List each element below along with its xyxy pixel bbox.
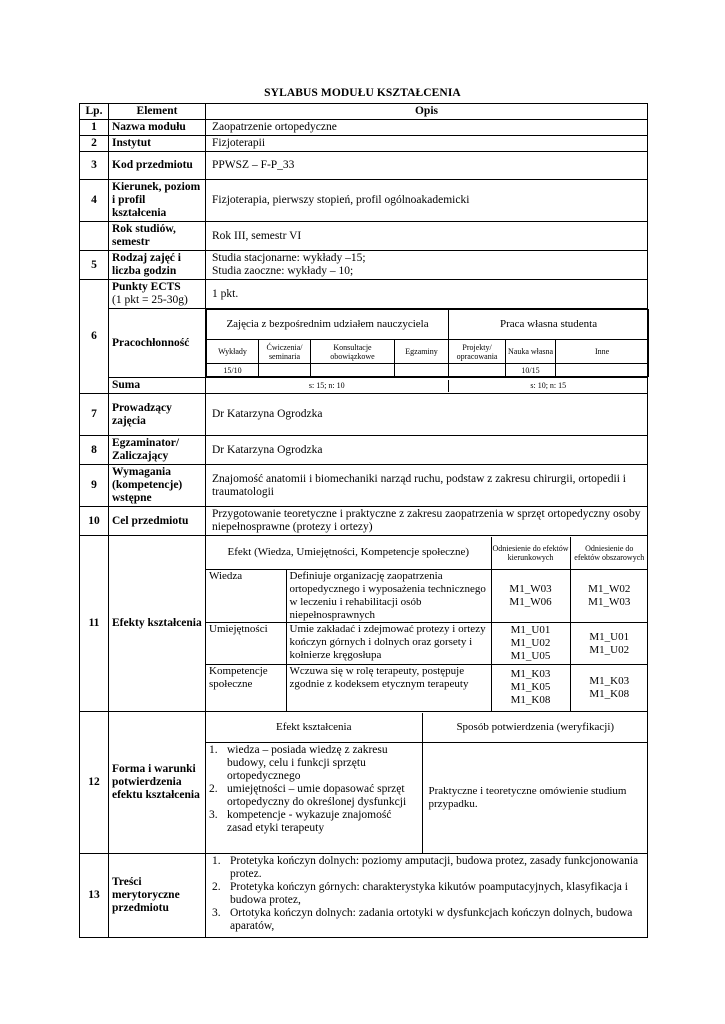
effect-obsz-kompetencje: M1_K03 M1_K08 — [570, 665, 648, 711]
row-4 — [80, 180, 648, 222]
effect-obsz-wiedza: M1_W02 M1_W03 — [570, 570, 648, 623]
row-4b-element: Rok studiów, semestr — [109, 222, 206, 251]
row-1-lp: 1 — [80, 120, 109, 136]
row-12-lp: 12 — [80, 712, 109, 854]
header-element: Element — [109, 104, 206, 120]
col-wyklady: Wykłady — [207, 340, 259, 364]
row-10-element: Cel przedmiotu — [109, 507, 206, 536]
row-3-lp: 3 — [80, 152, 109, 180]
header-lp: Lp. — [80, 104, 109, 120]
row-2-opis: Fizjoterapii — [206, 136, 648, 152]
effect-obsz-umiejetnosci: M1_U01 M1_U02 — [570, 623, 648, 665]
content-item-text: Protetyka kończyn górnych: charakterystyka kikutów poamputacyjnych, klasyfikacja i budowa protez, — [230, 881, 628, 906]
row-9-lp: 9 — [80, 465, 109, 507]
row-4b-lp — [80, 222, 109, 251]
row-8-element: Egzaminator/ Zaliczający — [109, 436, 206, 465]
content-cell — [206, 854, 648, 938]
row-9-element: Wymagania (kompetencje) wstępne — [109, 465, 206, 507]
row-5-lp: 5 — [80, 251, 109, 280]
suma-cell — [206, 378, 648, 394]
row-10-lp: 10 — [80, 507, 109, 536]
ects-label: Punkty ECTS — [112, 281, 181, 293]
row-6-ects-label — [109, 280, 206, 309]
verification-table — [206, 713, 648, 853]
row-1 — [80, 120, 648, 136]
row-7 — [80, 394, 648, 436]
row-6-suma — [80, 378, 648, 394]
val-wyklady: 15/10 — [207, 364, 259, 377]
effect-row-kompetencje — [206, 665, 648, 711]
row-10-opis: Przygotowanie teoretyczne i praktyczne z zakresu zaopatrzenia w sprzęt ortopedyczny osoby niepełnosprawne (protezy i ortezy) — [206, 507, 648, 536]
group-own: Praca własna studenta — [449, 310, 649, 340]
table-header-row — [80, 104, 648, 120]
row-7-lp: 7 — [80, 394, 109, 436]
col-egzaminy: Egzaminy — [395, 340, 449, 364]
workload-table — [206, 309, 649, 377]
verification-method: Praktyczne i teoretyczne omówienie studium przypadku. — [422, 743, 648, 853]
row-11-lp: 11 — [80, 536, 109, 712]
effect-cat-wiedza: Wiedza — [206, 570, 286, 623]
header-opis: Opis — [206, 104, 648, 120]
effects-header: Efekt (Wiedza, Umiejętności, Kompetencje społeczne) — [206, 537, 491, 570]
verification-cell — [206, 712, 648, 854]
effect-desc-umiejetnosci: Umie zakładać i zdejmować protezy i ortezy kończyn górnych i dolnych oraz gorsety i kołnierze kręgosłupa — [286, 623, 491, 665]
suma-own: s: 10; n: 15 — [448, 380, 648, 392]
row-13-lp: 13 — [80, 854, 109, 938]
row-13-element: Treści merytoryczne przedmiotu — [109, 854, 206, 938]
verification-item — [209, 783, 419, 809]
row-5-opis-line2: Studia zaoczne: wykłady – 10; — [212, 265, 354, 277]
row-6-ects-value: 1 pkt. — [206, 280, 648, 309]
row-3-element: Kod przedmiotu — [109, 152, 206, 180]
row-5-element: Rodzaj zajęć i liczba godzin — [109, 251, 206, 280]
content-item — [212, 907, 641, 933]
row-2-lp: 2 — [80, 136, 109, 152]
verification-item-number: 3. — [209, 809, 218, 821]
document-title: SYLABUS MODUŁU KSZTAŁCENIA — [264, 87, 461, 99]
row-4b-opis: Rok III, semestr VI — [206, 222, 648, 251]
row-8-lp: 8 — [80, 436, 109, 465]
ects-sub: (1 pkt = 25-30g) — [112, 294, 188, 306]
effects-table — [206, 537, 648, 711]
verification-item — [209, 744, 419, 783]
content-list — [212, 855, 641, 933]
row-12 — [80, 712, 648, 854]
verification-item — [209, 809, 419, 835]
row-3-opis: PPWSZ – F-P_33 — [206, 152, 648, 180]
row-6-lp: 6 — [80, 280, 109, 394]
row-4b — [80, 222, 648, 251]
row-7-opis: Dr Katarzyna Ogrodzka — [206, 394, 648, 436]
content-item — [212, 881, 641, 907]
content-item-text: Protetyka kończyn dolnych: poziomy amputacji, budowa protez, zasady funkcjonowania protez. — [230, 855, 639, 880]
content-item-number: 2. — [212, 881, 221, 893]
effect-kier-umiejetnosci: M1_U01 M1_U02 M1_U05 — [491, 623, 570, 665]
col-projekty: Projekty/ opracowania — [449, 340, 506, 364]
col-konsultacje: Konsultacje obowiązkowe — [311, 340, 395, 364]
row-11 — [80, 536, 648, 712]
row-4-lp: 4 — [80, 180, 109, 222]
verification-list — [209, 744, 419, 835]
row-2 — [80, 136, 648, 152]
effect-kier-kompetencje: M1_K03 M1_K05 M1_K08 — [491, 665, 570, 711]
verification-item-text: umiejętności – umie dopasować sprzęt ortopedyczny do określonej dysfunkcji — [227, 783, 407, 808]
row-9-opis: Znajomość anatomii i biomechaniki narząd ruchu, podstaw z zakresu chirurgii, ortopedii i traumatologii — [206, 465, 648, 507]
effects-cell — [206, 536, 648, 712]
row-10 — [80, 507, 648, 536]
val-egzaminy — [395, 364, 449, 377]
val-konsultacje — [311, 364, 395, 377]
row-7-element: Prowadzący zajęcia — [109, 394, 206, 436]
effect-desc-wiedza: Definiuje organizację zaopatrzenia ortopedycznego i wyposażenia technicznego w leczeniu i rehabilitacji osób niepełnosprawnych — [286, 570, 491, 623]
effects-obsz-header: Odniesienie do efektów obszarowych — [570, 537, 648, 570]
row-6-element: Pracochłonność — [109, 309, 206, 378]
syllabus-table — [79, 103, 648, 938]
row-3 — [80, 152, 648, 180]
effect-row-wiedza — [206, 570, 648, 623]
content-item-text: Ortotyka kończyn dolnych: zadania ortotyki w dysfunkcjach kończyn dolnych, budowa aparatów, — [230, 907, 633, 932]
row-4-opis: Fizjoterapia, pierwszy stopień, profil ogólnoakademicki — [206, 180, 648, 222]
row-2-element: Instytut — [109, 136, 206, 152]
effect-row-umiejetnosci — [206, 623, 648, 665]
row-11-element: Efekty kształcenia — [109, 536, 206, 712]
val-inne — [556, 364, 649, 377]
val-cwiczenia — [259, 364, 311, 377]
verification-effect-header: Efekt kształcenia — [206, 713, 422, 743]
suma-table — [206, 380, 648, 392]
verification-method-header: Sposób potwierdzenia (weryfikacji) — [422, 713, 648, 743]
verification-effects-list — [206, 743, 422, 853]
row-12-element: Forma i warunki potwierdzenia efektu kształcenia — [109, 712, 206, 854]
effect-desc-kompetencje: Wczuwa się w rolę terapeuty, postępuje zgodnie z kodeksem etycznym terapeuty — [286, 665, 491, 711]
row-5-opis — [206, 251, 648, 280]
effect-cat-umiejetnosci: Umiejętności — [206, 623, 286, 665]
val-projekty — [449, 364, 506, 377]
col-nauka: Nauka własna — [506, 340, 556, 364]
col-cwiczenia: Ćwiczenia/ seminaria — [259, 340, 311, 364]
workload-cell — [206, 309, 648, 378]
row-9 — [80, 465, 648, 507]
row-1-opis: Zaopatrzenie ortopedyczne — [206, 120, 648, 136]
suma-label: Suma — [109, 378, 206, 394]
row-8 — [80, 436, 648, 465]
effect-cat-kompetencje: Kompetencje społeczne — [206, 665, 286, 711]
verification-item-text: kompetencje - wykazuje znajomość zasad etyki terapeuty — [227, 809, 392, 834]
content-item-number: 1. — [212, 855, 221, 867]
suma-direct: s: 15; n: 10 — [206, 380, 448, 392]
content-item — [212, 855, 641, 881]
row-1-element: Nazwa modułu — [109, 120, 206, 136]
val-nauka: 10/15 — [506, 364, 556, 377]
row-13 — [80, 854, 648, 938]
content-item-number: 3. — [212, 907, 221, 919]
row-6-ects — [80, 280, 648, 309]
verification-item-text: wiedza – posiada wiedzę z zakresu budowy, celu i funkcji sprzętu ortopedycznego — [227, 744, 388, 782]
row-8-opis: Dr Katarzyna Ogrodzka — [206, 436, 648, 465]
row-5 — [80, 251, 648, 280]
effect-kier-wiedza: M1_W03 M1_W06 — [491, 570, 570, 623]
col-inne: Inne — [556, 340, 649, 364]
verification-item-number: 1. — [209, 744, 218, 756]
verification-item-number: 2. — [209, 783, 218, 795]
effects-kier-header: Odniesienie do efektów kierunkowych — [491, 537, 570, 570]
row-6-workload — [80, 309, 648, 378]
row-5-opis-line1: Studia stacjonarne: wykłady –15; — [212, 252, 366, 264]
row-4-element: Kierunek, poziom i profil kształcenia — [109, 180, 206, 222]
group-direct: Zajęcia z bezpośrednim udziałem nauczyciela — [207, 310, 449, 340]
